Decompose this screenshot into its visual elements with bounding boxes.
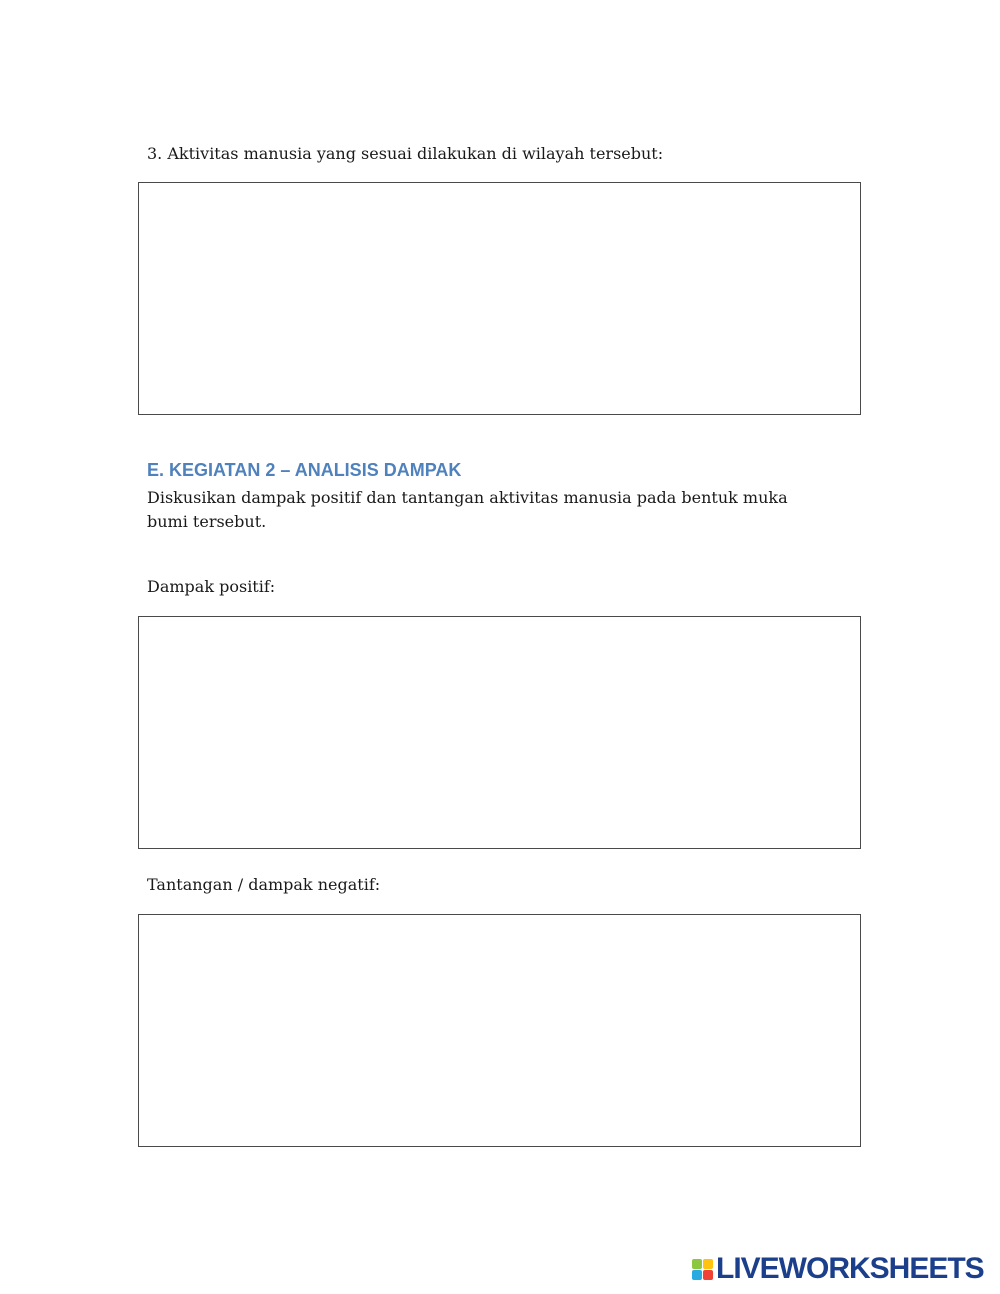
- question-3-label: 3. Aktivitas manusia yang sesuai dilakukan di wilayah tersebut:: [147, 144, 664, 163]
- positive-impact-answer-box[interactable]: [138, 616, 861, 849]
- activities-answer-box[interactable]: [138, 182, 861, 415]
- brand-name: LIVEWORKSHEETS: [716, 1252, 984, 1285]
- positive-impact-label: Dampak positif:: [147, 577, 276, 596]
- liveworksheets-logo-icon: [692, 1259, 713, 1280]
- section-e-instruction: Diskusikan dampak positif dan tantangan aktivitas manusia pada bentuk muka bumi tersebut.: [147, 488, 788, 531]
- negative-impact-label: Tantangan / dampak negatif:: [147, 875, 381, 894]
- section-e-heading: E. KEGIATAN 2 – ANALISIS DAMPAK: [147, 460, 462, 480]
- liveworksheets-brand: [692, 1252, 984, 1285]
- negative-impact-answer-box[interactable]: [138, 914, 861, 1147]
